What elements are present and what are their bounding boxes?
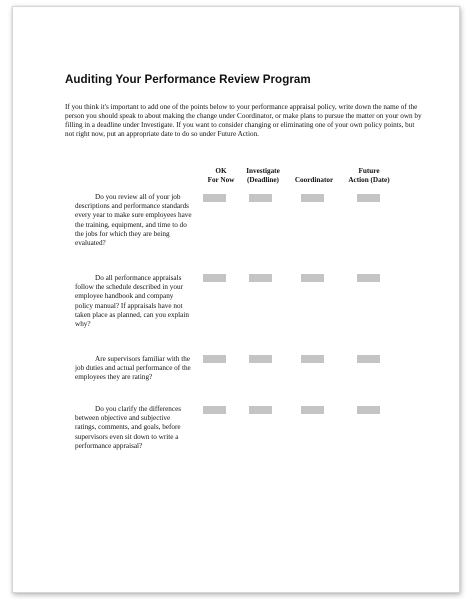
question-1-future-action-field[interactable] <box>357 194 380 202</box>
column-header-coordinator: Coordinator <box>294 176 334 185</box>
question-2-ok-field[interactable] <box>203 274 226 282</box>
question-2-investigate-field[interactable] <box>249 274 272 282</box>
question-3-ok-field[interactable] <box>203 355 226 363</box>
question-4-coordinator-field[interactable] <box>301 406 324 414</box>
question-1-coordinator-field[interactable] <box>301 194 324 202</box>
question-4-future-action-field[interactable] <box>357 406 380 414</box>
question-4-text: Do you clarify the differences between objective and subjective ratings, comments, and goals, before supervisors even sit down to write a performance appraisal? <box>75 405 182 450</box>
page-title: Auditing Your Performance Review Program <box>65 73 311 86</box>
column-header-future-action: Future Action (Date) <box>348 167 390 185</box>
question-1-text: Do you review all of your job descriptions and performance standards every year to make sure employees have the training, equipment, and time to do the jobs for which they are being evaluated? <box>75 193 192 248</box>
question-4-investigate-field[interactable] <box>249 406 272 414</box>
question-4-ok-field[interactable] <box>203 406 226 414</box>
question-1-ok-field[interactable] <box>203 194 226 202</box>
question-2-coordinator-field[interactable] <box>301 274 324 282</box>
question-3-future-action-field[interactable] <box>357 355 380 363</box>
question-2-future-action-field[interactable] <box>357 274 380 282</box>
intro-paragraph: If you think it's important to add one of the points below to your performance appraisal policy, write down the name of the person you should speak to about making the change under Coordinator, or make plans to pursue the matter on your own by filling in a deadline under Investigate. If you want to consider changing or eliminating one of your own policy points, but not right now, put an appropriate date to do so under Future Action. <box>65 103 422 139</box>
question-1-investigate-field[interactable] <box>249 194 272 202</box>
document-page <box>12 6 460 593</box>
question-3-investigate-field[interactable] <box>249 355 272 363</box>
column-header-ok-for-now: OK For Now <box>207 167 235 185</box>
question-3-text: Are supervisors familiar with the job duties and actual performance of the employees they are rating? <box>75 355 191 382</box>
column-header-investigate: Investigate (Deadline) <box>246 167 280 185</box>
question-3-coordinator-field[interactable] <box>301 355 324 363</box>
question-2-text: Do all performance appraisals follow the schedule described in your employee handbook and company policy manual? If appraisals have not taken place as planned, can you explain why? <box>75 274 189 329</box>
